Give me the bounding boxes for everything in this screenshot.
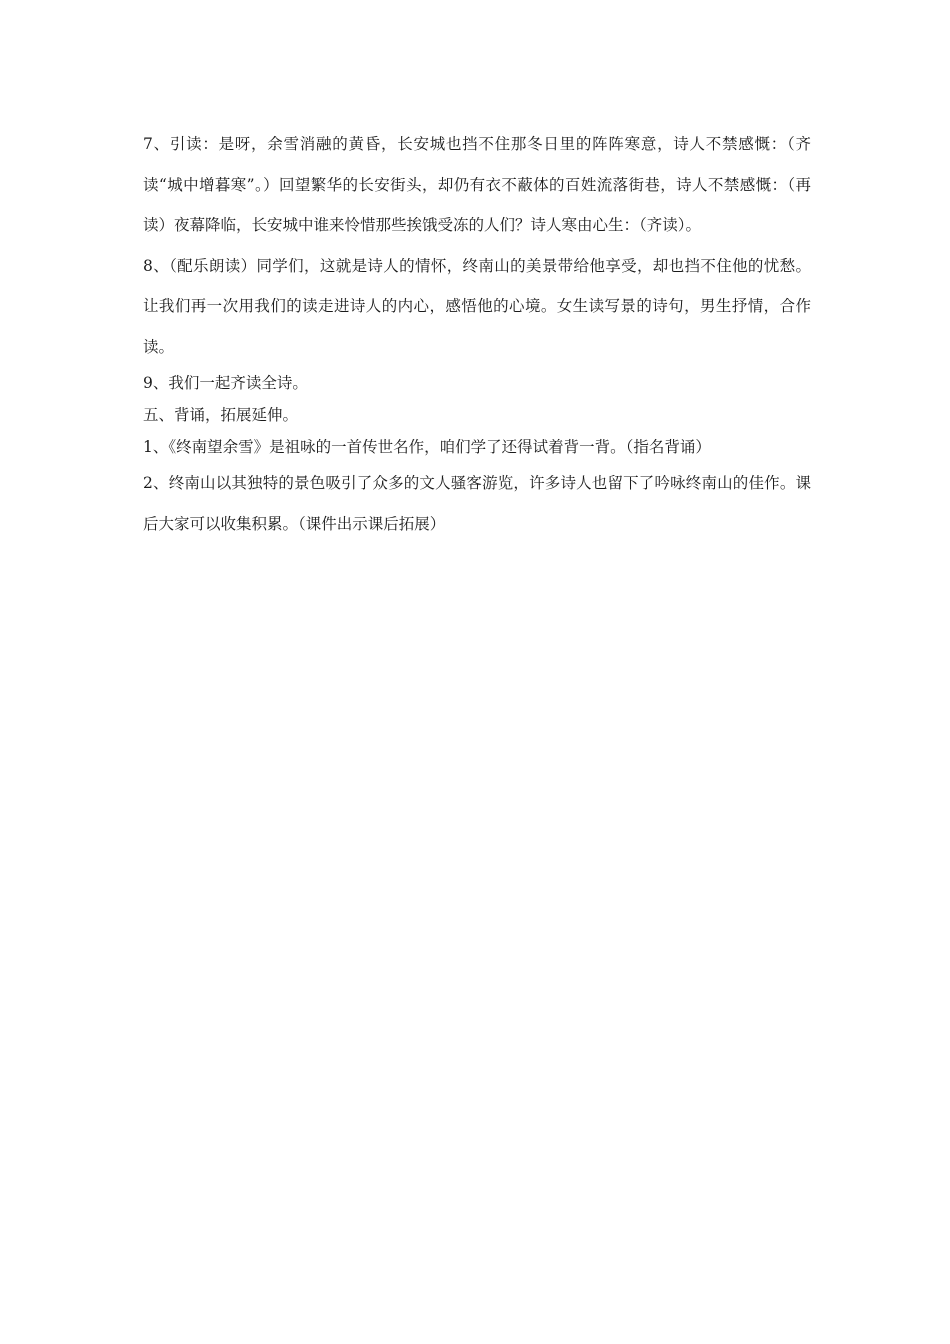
paragraph-step-8: 8、（配乐朗读）同学们，这就是诗人的情怀，终南山的美景带给他享受，却也挡不住他的忧愁。让我们再一次用我们的读走进诗人的内心，感悟他的心境。女生读写景的诗句，男生抒情，合作读。 [143,256,811,356]
paragraph-item-1: 1、《终南望余雪》是祖咏的一首传世名作，咱们学了还得试着背一背。（指名背诵） [143,438,711,456]
paragraph-step-9: 9、我们一起齐读全诗。 [143,374,308,392]
paragraph-item-2: 2、终南山以其独特的景色吸引了众多的文人骚客游览，许多诗人也留下了吟咏终南山的佳作。课后大家可以收集积累。（课件出示课后拓展） [143,474,811,533]
section-heading-five: 五、背诵，拓展延伸。 [143,406,299,424]
document-body [143,124,811,544]
paragraph-step-7: 7、引读：是呀，余雪消融的黄昏，长安城也挡不住那冬日里的阵阵寒意，诗人不禁感慨：（齐读“城中增暮寒”。）回望繁华的长安街头，却仍有衣不蔽体的百姓流落街巷，诗人不禁感慨：（再读）夜幕降临，长安城中谁来怜惜那些挨饿受冻的人们？诗人寒由心生：（齐读）。 [143,135,811,234]
